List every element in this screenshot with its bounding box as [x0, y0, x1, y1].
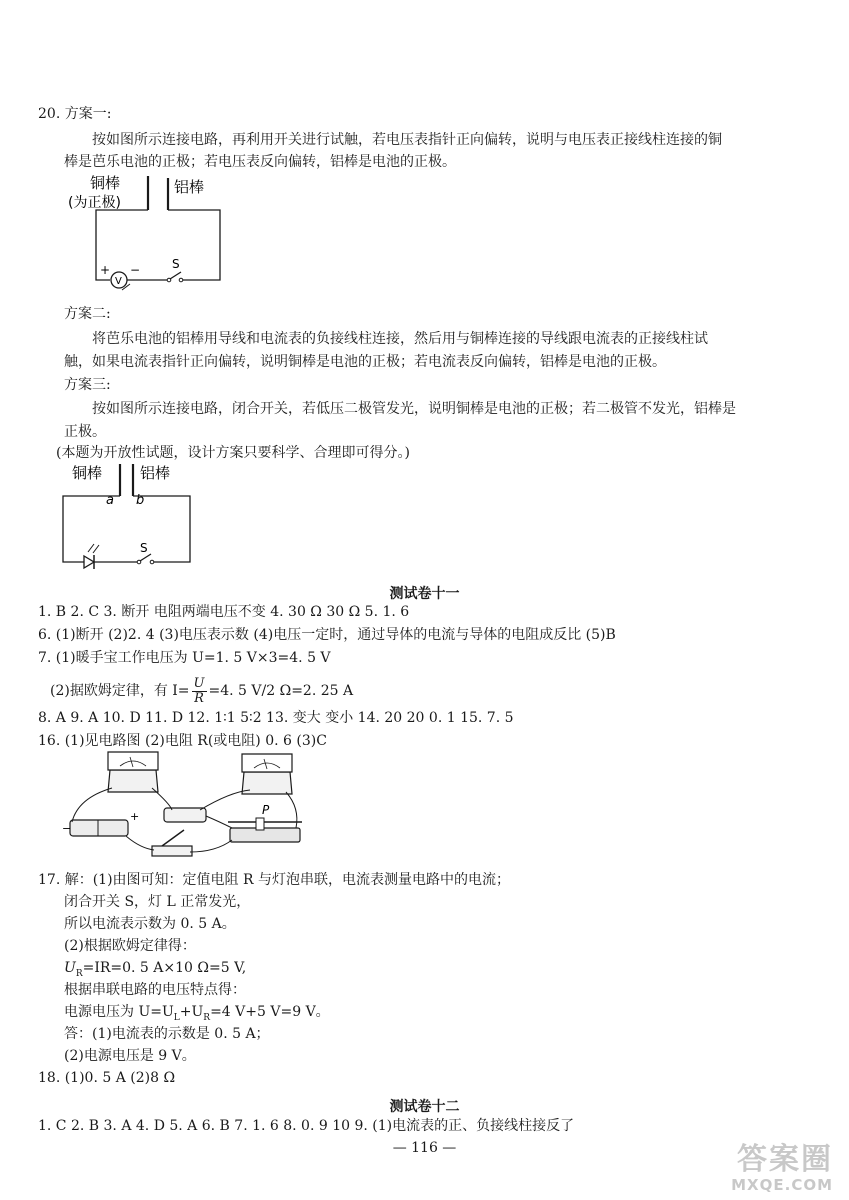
q17-line9: (2)电源电压是 9 V。 — [64, 1048, 196, 1064]
rheostat-icon — [230, 828, 300, 842]
test11-line4 — [50, 674, 353, 708]
resistor-icon — [164, 808, 206, 822]
fig3-slider-label: P — [262, 803, 270, 817]
fig1-copper-label: 铜棒 — [90, 174, 121, 192]
fraction-numerator: U — [193, 675, 205, 691]
fig3-wire-1 — [72, 788, 112, 822]
fig2-switch-label: S — [140, 541, 148, 555]
q17-ur-var: U — [64, 960, 76, 976]
test11-line6: 16. (1)见电路图 (2)电阻 R(或电阻) 0. 6 (3)C — [38, 733, 327, 749]
fig3-wire-7 — [190, 840, 232, 852]
test11-line5: 8. A 9. A 10. D 11. D 12. 1∶1 5∶2 13. 变大 变小 14. 20 20 0. 1 15. 7. 5 — [38, 710, 514, 726]
fig1-plus: + — [100, 263, 111, 277]
q20-plan2-line1: 将芭乐电池的铝棒用导线和电流表的负接线柱连接，然后用与铜棒连接的导线跟电流表的正接线柱试 — [92, 331, 708, 347]
fig2-aluminum-label: 铝棒 — [140, 464, 171, 482]
fig2-terminal-b: b — [136, 493, 145, 508]
q17-line8: 答：(1)电流表的示数是 0. 5 A； — [64, 1026, 270, 1042]
fig1-meter-letter: V — [115, 276, 122, 287]
fig1-switch-label: S — [172, 257, 180, 271]
fig1-switch-blade — [170, 272, 181, 279]
switch-icon — [152, 846, 192, 856]
q20-plan1-label: 20. 方案一: — [38, 106, 112, 122]
watermark-logo — [731, 1144, 833, 1194]
q17-u-mid: +U — [179, 1004, 204, 1020]
test11-line4-post: =4. 5 V/2 Ω=2. 25 A — [208, 683, 354, 699]
voltmeter-icon — [242, 772, 292, 794]
q17-line1: 17. 解：(1)由图可知：定值电阻 R 与灯泡串联，电流表测量电路中的电流； — [38, 872, 510, 888]
test11-line2: 6. (1)断开 (2)2. 4 (3)电压表示数 (4)电压一定时，通过导体的电流与导体的电阻成反比 (5)B — [38, 627, 616, 643]
q20-plan1-line2: 棒是芭乐电池的正极；若电压表反向偏转，铝棒是电池的正极。 — [64, 154, 456, 170]
test12-title: 测试卷十二 — [389, 1099, 460, 1115]
test12-line1: 1. C 2. B 3. A 4. D 5. A 6. B 7. 1. 6 8. 0. 9 10 9. (1)电流表的正、负接线柱接反了 — [38, 1118, 575, 1134]
q17-line7 — [64, 1003, 330, 1027]
q18-line: 18. (1)0. 5 A (2)8 Ω — [38, 1070, 176, 1086]
ammeter-icon — [108, 770, 158, 792]
q20-plan1-line1: 按如图所示连接电路，再利用开关进行试触，若电压表指针正向偏转，说明与电压表正接线柱连接的铜 — [92, 132, 722, 148]
q20-plan3-line1: 按如图所示连接电路，闭合开关，若低压二极管发光，说明铜棒是电池的正极；若二极管不发光，铝棒是 — [92, 401, 736, 417]
q17-line4: (2)根据欧姆定律得： — [64, 938, 196, 954]
q17-line6: 根据串联电路的电压特点得： — [64, 982, 246, 998]
fig1-copper-note: (为正极) — [68, 195, 121, 211]
q20-plan3-label: 方案三: — [64, 377, 111, 393]
fig3-wire-2 — [152, 788, 172, 810]
fig1-switch-contact — [179, 278, 183, 282]
q17-u-pre: 电源电压为 U=U — [64, 1004, 174, 1020]
circuit-figure-apparatus — [60, 748, 310, 868]
test11-line4-pre: (2)据欧姆定律，有 I= — [50, 683, 190, 699]
test11-line1: 1. B 2. C 3. 断开 电阻两端电压不变 4. 30 Ω 30 Ω 5. 1. 6 — [38, 604, 410, 620]
q20-plan2-label: 方案二: — [64, 306, 111, 322]
ohm-law-fraction — [192, 677, 207, 706]
fig3-plus: + — [130, 810, 140, 823]
fig1-minus: − — [130, 263, 141, 277]
circuit-figure-voltmeter — [60, 168, 240, 296]
fraction-denominator: R — [194, 690, 204, 706]
fig2-light-arrow-1 — [88, 544, 94, 552]
fig1-aluminum-label: 铝棒 — [174, 178, 205, 196]
q17-ur-sub: R — [75, 968, 83, 979]
page-number: — 116 — — [392, 1140, 457, 1156]
watermark-big: 答案圈 — [737, 1142, 833, 1177]
fig2-copper-label: 铜棒 — [72, 464, 103, 482]
q17-u-rest: =4 V+5 V=9 V。 — [210, 1004, 330, 1020]
q17-ur-rest: =IR=0. 5 A×10 Ω=5 V, — [82, 960, 247, 976]
q17-u-sub1: L — [173, 1012, 180, 1023]
q17-line3: 所以电流表示数为 0. 5 A。 — [64, 916, 236, 932]
q17-line5 — [64, 959, 246, 983]
fig3-switch-lever — [162, 830, 184, 846]
rheostat-slider — [256, 818, 264, 830]
fig2-light-arrow-2 — [93, 545, 99, 553]
q17-line2: 闭合开关 S，灯 L 正常发光， — [64, 894, 251, 910]
fig3-minus: − — [62, 822, 72, 835]
q17-u-sub2: R — [203, 1012, 211, 1023]
fig2-switch-blade — [140, 554, 151, 561]
watermark-small: MXQE.COM — [731, 1176, 833, 1194]
battery-icon — [70, 820, 128, 836]
circuit-figure-diode — [60, 458, 240, 576]
test11-title: 测试卷十一 — [389, 586, 460, 602]
fig3-wire-6 — [126, 836, 154, 850]
q20-plan3-line2: 正极。 — [64, 424, 106, 440]
fig2-switch-contact — [150, 560, 154, 564]
test11-line3: 7. (1)暖手宝工作电压为 U=1. 5 V×3=4. 5 V — [38, 650, 331, 666]
q20-note: (本题为开放性试题，设计方案只要科学、合理即可得分。) — [56, 445, 410, 461]
diode-icon — [84, 556, 94, 568]
q20-plan2-line2: 触，如果电流表指针正向偏转，说明铜棒是电池的正极；若电流表反向偏转，铝棒是电池的正极。 — [64, 354, 666, 370]
fig2-terminal-a: a — [106, 493, 114, 508]
